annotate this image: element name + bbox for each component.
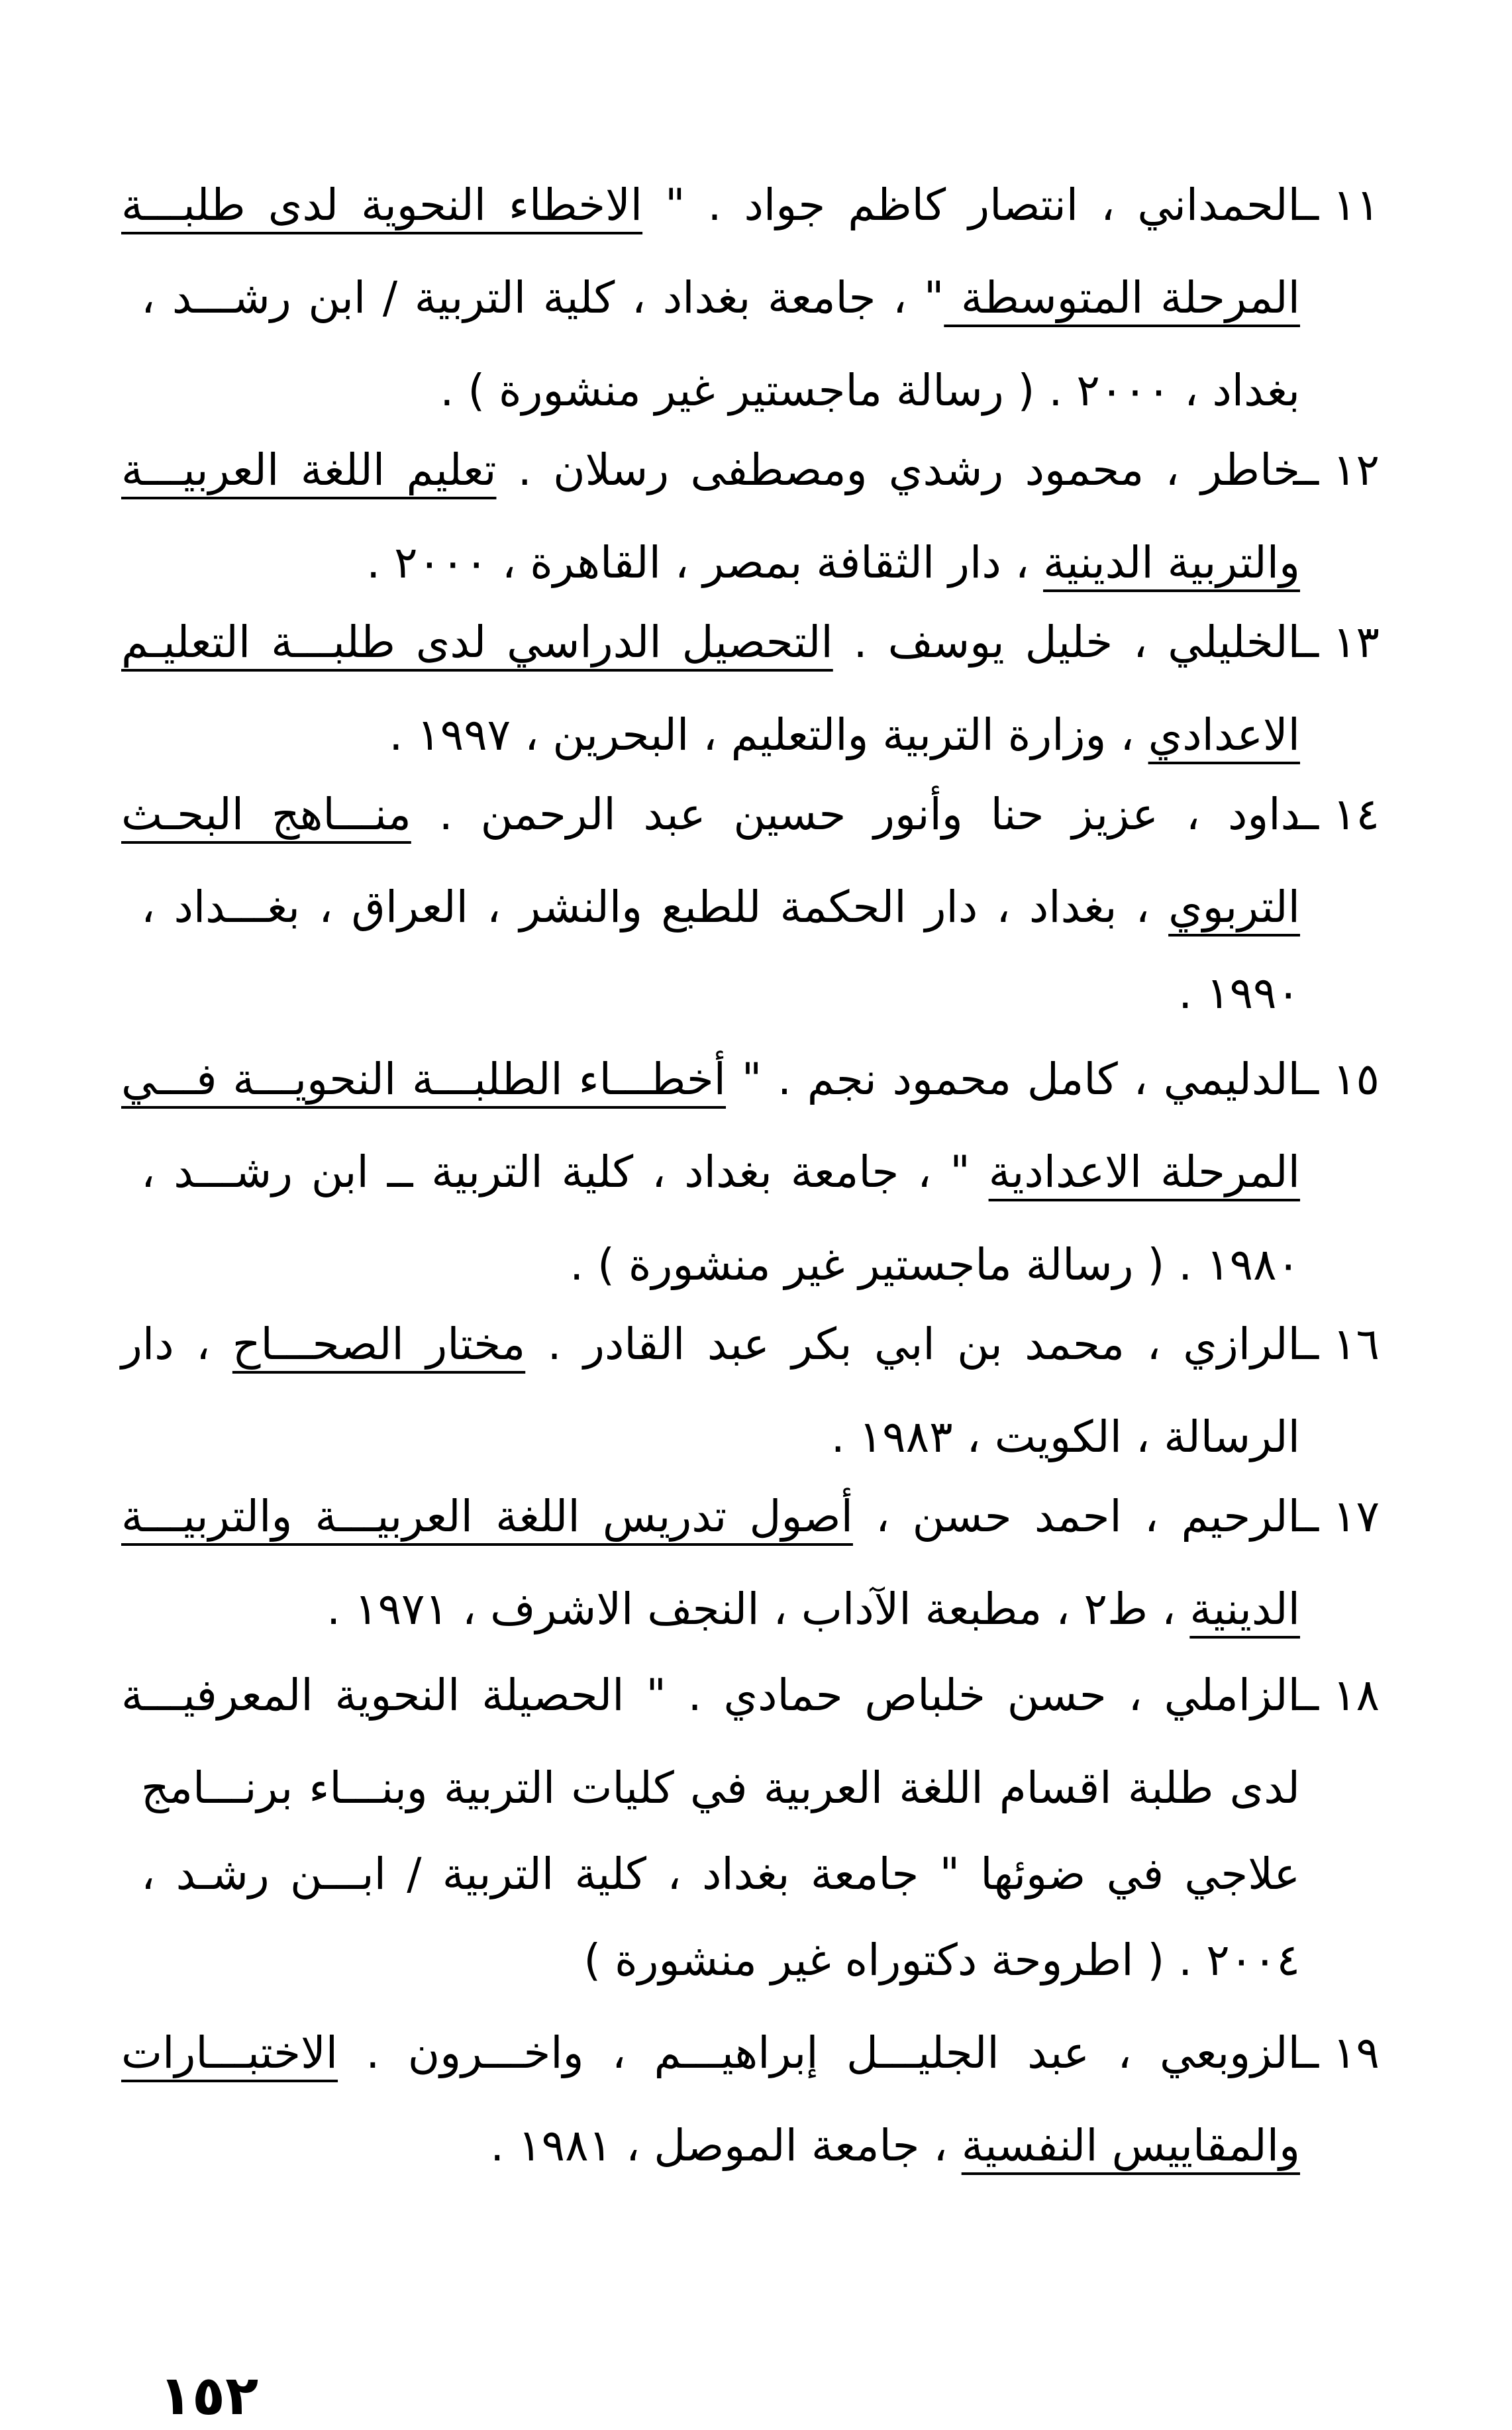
- reference-line: [141, 252, 1300, 344]
- reference-line: [141, 344, 1300, 437]
- reference-text: الزاملي ، حسن خلباص حمادي . " الحصيلة النحوية المعرفيـــة: [121, 1670, 1300, 1721]
- reference-number: ١٥ ــ: [1293, 1054, 1380, 1105]
- reference-line: [141, 1391, 1300, 1484]
- reference-line: [141, 1742, 1300, 1835]
- reference-line: [141, 689, 1300, 782]
- reference-text: " ، جامعة بغداد ، كلية التربية / ابن رشـــد ،: [141, 272, 944, 323]
- reference-title: مختار الصحـــاح: [232, 1319, 526, 1370]
- reference-line: [141, 517, 1300, 609]
- reference-text: الرازي ، محمد بن ابي بكر عبد القادر .: [525, 1319, 1300, 1370]
- reference-text: ، دار الثقافة بمصر ، القاهرة ، ٢٠٠٠ .: [366, 537, 1044, 588]
- reference-number: ١٤ ــ: [1293, 789, 1380, 840]
- reference-title: منـــاهج البحـث: [121, 789, 411, 840]
- reference-text: ، وزارة التربية والتعليم ، البحرين ، ١٩٩٧ .: [389, 709, 1148, 760]
- reference-text: ، ط٢ ، مطبعة الآداب ، النجف الاشرف ، ١٩٧١ .: [327, 1584, 1190, 1635]
- reference-title: التحصيل الدراسي لدى طلبـــة التعليـم: [121, 617, 833, 668]
- reference-line: [121, 2007, 1380, 2100]
- reference-number: ١١ ــ: [1293, 179, 1380, 230]
- reference-text: الحمداني ، انتصار كاظم جواد . ": [642, 179, 1300, 230]
- reference-title: تعليم اللغة العربيـــة: [121, 444, 497, 495]
- reference-text: الخليلي ، خليل يوسف .: [832, 617, 1300, 668]
- reference-text: ، دار: [121, 1319, 232, 1370]
- reference-title: أصول تدريس اللغة العربيـــة والتربيـــة: [121, 1491, 853, 1542]
- reference-number: ١٦ ــ: [1293, 1319, 1380, 1370]
- reference-title: التربوي: [1168, 882, 1300, 933]
- reference-title: الاختبـــارات: [121, 2027, 338, 2078]
- reference-title: المرحلة المتوسطة: [944, 272, 1300, 323]
- reference-line: [121, 1649, 1380, 1742]
- reference-line: [121, 596, 1380, 689]
- reference-text: ، جامعة الموصل ، ١٩٨١ .: [490, 2120, 962, 2171]
- reference-line: [141, 2100, 1300, 2192]
- reference-line: [141, 947, 1300, 1040]
- reference-number: ١٨ ــ: [1293, 1670, 1380, 1721]
- reference-text: علاجي في ضوئها " جامعة بغداد ، كلية التربية / ابـــن رشـد ،: [141, 1848, 1300, 1899]
- reference-line: [121, 1298, 1380, 1391]
- reference-text: ٢٠٠٤ . ( اطروحة دكتوراه غير منشورة ): [583, 1935, 1300, 1986]
- reference-line: [121, 1470, 1380, 1563]
- reference-text: لدى طلبة اقسام اللغة العربية في كليات التربية وبنـــاء برنـــامج: [141, 1762, 1300, 1813]
- reference-line: [141, 1828, 1300, 1921]
- reference-number: ١٩ ــ: [1293, 2027, 1380, 2078]
- reference-title: الدينية: [1189, 1584, 1300, 1635]
- reference-line: [141, 1563, 1300, 1656]
- page-number: ١٥٢: [159, 2364, 259, 2427]
- reference-number: ١٧ ــ: [1293, 1491, 1380, 1542]
- reference-line: [121, 768, 1380, 861]
- reference-title: الاخطاء النحوية لدى طلبـــة: [121, 179, 643, 230]
- reference-title: والتربية الدينية: [1043, 537, 1300, 588]
- reference-number: ١٣ ــ: [1293, 617, 1380, 668]
- reference-line: [121, 424, 1380, 517]
- reference-number: ١٢ ــ: [1293, 444, 1380, 495]
- reference-text: بغداد ، ٢٠٠٠ . ( رسالة ماجستير غير منشورة ) .: [440, 365, 1300, 416]
- reference-text: ١٩٨٠ . ( رسالة ماجستير غير منشورة ) .: [570, 1239, 1300, 1290]
- reference-text: الرحيم ، احمد حسن ،: [852, 1491, 1300, 1542]
- reference-text: الدليمي ، كامل محمود نجم . ": [726, 1054, 1300, 1105]
- reference-title: والمقاييس النفسية: [961, 2120, 1300, 2171]
- reference-text: ، بغداد ، دار الحكمة للطبع والنشر ، العراق ، بغـــداد ،: [141, 882, 1169, 933]
- reference-text: داود ، عزيز حنا وأنور حسين عبد الرحمن .: [411, 789, 1300, 840]
- reference-title: المرحلة الاعدادية: [988, 1146, 1301, 1197]
- reference-line: [141, 1219, 1300, 1311]
- reference-line: [121, 1033, 1380, 1126]
- reference-text: " ، جامعة بغداد ، كلية التربية ــ ابن رشـــد ،: [141, 1146, 989, 1197]
- reference-line: [141, 1126, 1300, 1219]
- reference-text: ١٩٩٠ .: [1178, 968, 1300, 1019]
- reference-title: الاعدادي: [1148, 709, 1300, 760]
- reference-line: [141, 861, 1300, 954]
- reference-text: خاطر ، محمود رشدي ومصطفى رسلان .: [496, 444, 1300, 495]
- reference-title: أخطـــاء الطلبـــة النحويـــة فـــي: [121, 1054, 727, 1105]
- reference-line: [141, 1914, 1300, 2007]
- reference-text: الرسالة ، الكويت ، ١٩٨٣ .: [831, 1411, 1300, 1462]
- reference-line: [121, 159, 1380, 252]
- reference-text: الزوبعي ، عبد الجليـــل إبراهيـــم ، واخـــرون .: [338, 2027, 1300, 2078]
